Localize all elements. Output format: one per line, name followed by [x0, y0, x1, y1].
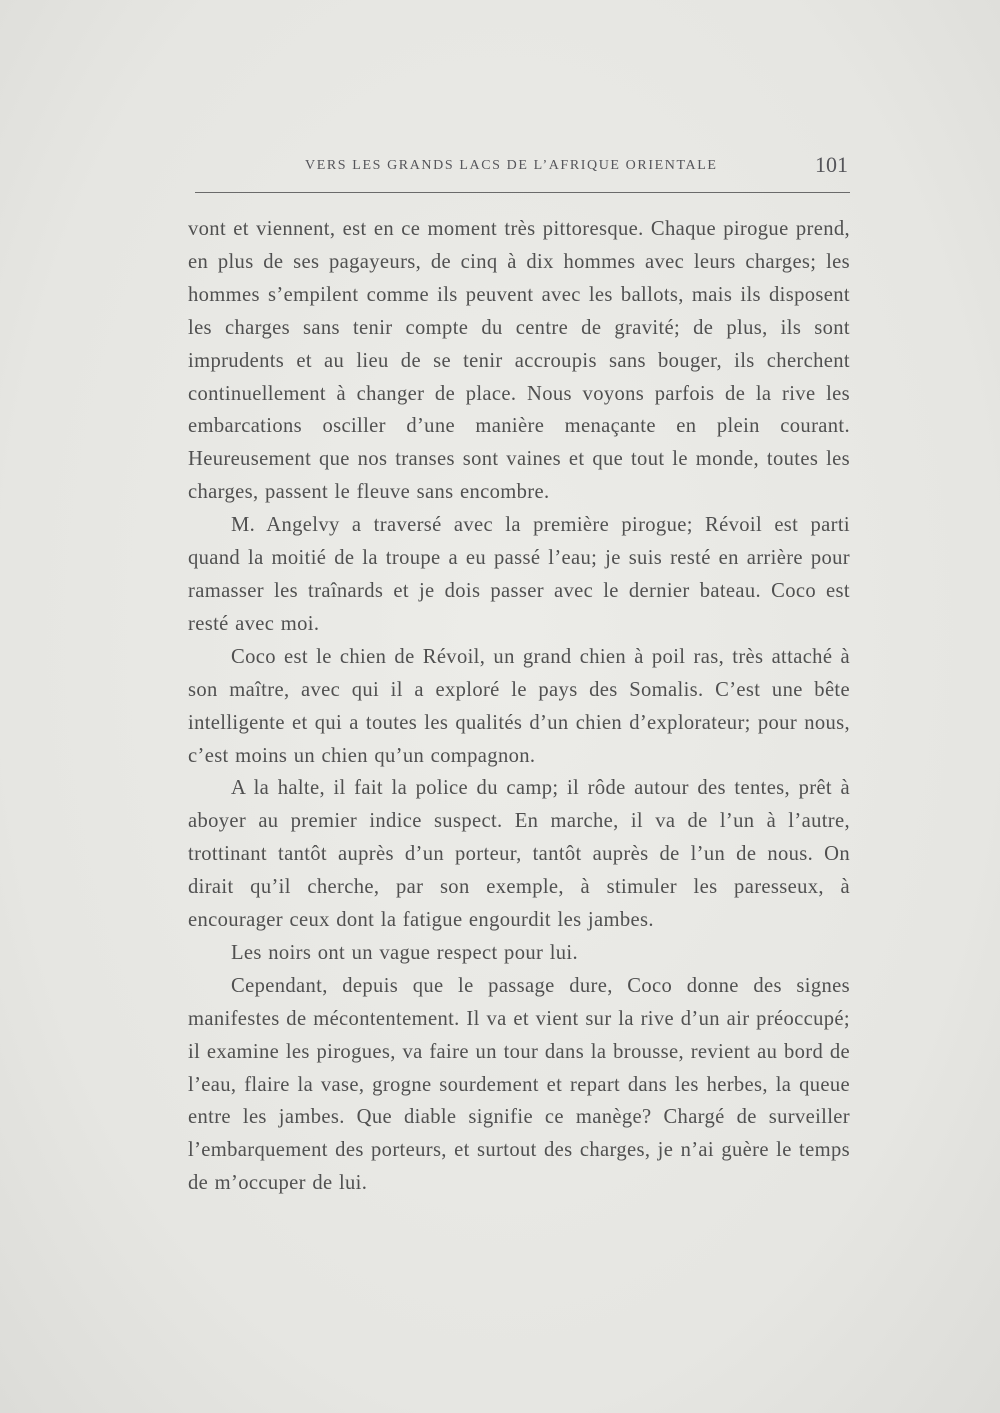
body-text — [188, 213, 850, 1200]
paragraph: A la halte, il fait la police du camp; il rôde autour des tentes, prêt à aboyer au premier indice suspect. En marche, il va de l’un à l’autre, trottinant tantôt auprès d’un porteur, tantôt auprès de l’un de nous. On dirait qu’il cherche, par son exemple, à stimuler les paresseux, à encourager ceux dont la fatigue engourdit les jambes. — [188, 777, 850, 932]
paragraph: M. Angelvy a traversé avec la première pirogue; Révoil est parti quand la moitié de la troupe a eu passé l’eau; je suis resté en arrière pour ramasser les traînards et je dois passer avec le dernier bateau. Coco est resté avec moi. — [188, 514, 850, 635]
paragraph: vont et viennent, est en ce moment très pittoresque. Chaque pirogue prend, en plus de ses pagayeurs, de cinq à dix hommes avec leurs charges; les hommes s’empilent comme ils peuvent avec les ballots, mais ils disposent les charges sans tenir compte du centre de gravité; de plus, ils sont imprudents et au lieu de se tenir accroupis sans bouger, ils cherchent continuellement à changer de place. Nous voyons parfois de la rive les embarcations osciller d’une manière menaçante en plein courant. Heureusement que nos transes sont vaines et que tout le monde, toutes les charges, passent le fleuve sans encombre. — [188, 218, 850, 504]
page-number: 101 — [815, 152, 848, 177]
paragraph: Les noirs ont un vague respect pour lui. — [231, 941, 578, 964]
header-rule — [195, 192, 850, 193]
running-title: VERS LES GRANDS LACS DE L’AFRIQUE ORIENTALE — [305, 158, 718, 173]
paragraph: Coco est le chien de Révoil, un grand chien à poil ras, très attaché à son maître, avec qui il a exploré le pays des Somalis. C’est une bête intelligente et qui a toutes les qualités d’un chien d’explorateur; pour nous, c’est moins un chien qu’un compagnon. — [188, 645, 850, 767]
running-head — [195, 150, 850, 180]
paragraph: Cependant, depuis que le passage dure, Coco donne des signes manifestes de mécontentement. Il va et vient sur la rive d’un air préoccupé; il examine les pirogues, va faire un tour dans la brousse, revient au bord de l’eau, flaire la vase, grogne sourdement et repart dans les herbes, la queue entre les jambes. Que diable signifie ce manège? Chargé de surveiller l’embarquement des porteurs, et surtout des charges, je n’ai guère le temps de m’occuper de lui. — [188, 974, 850, 1195]
